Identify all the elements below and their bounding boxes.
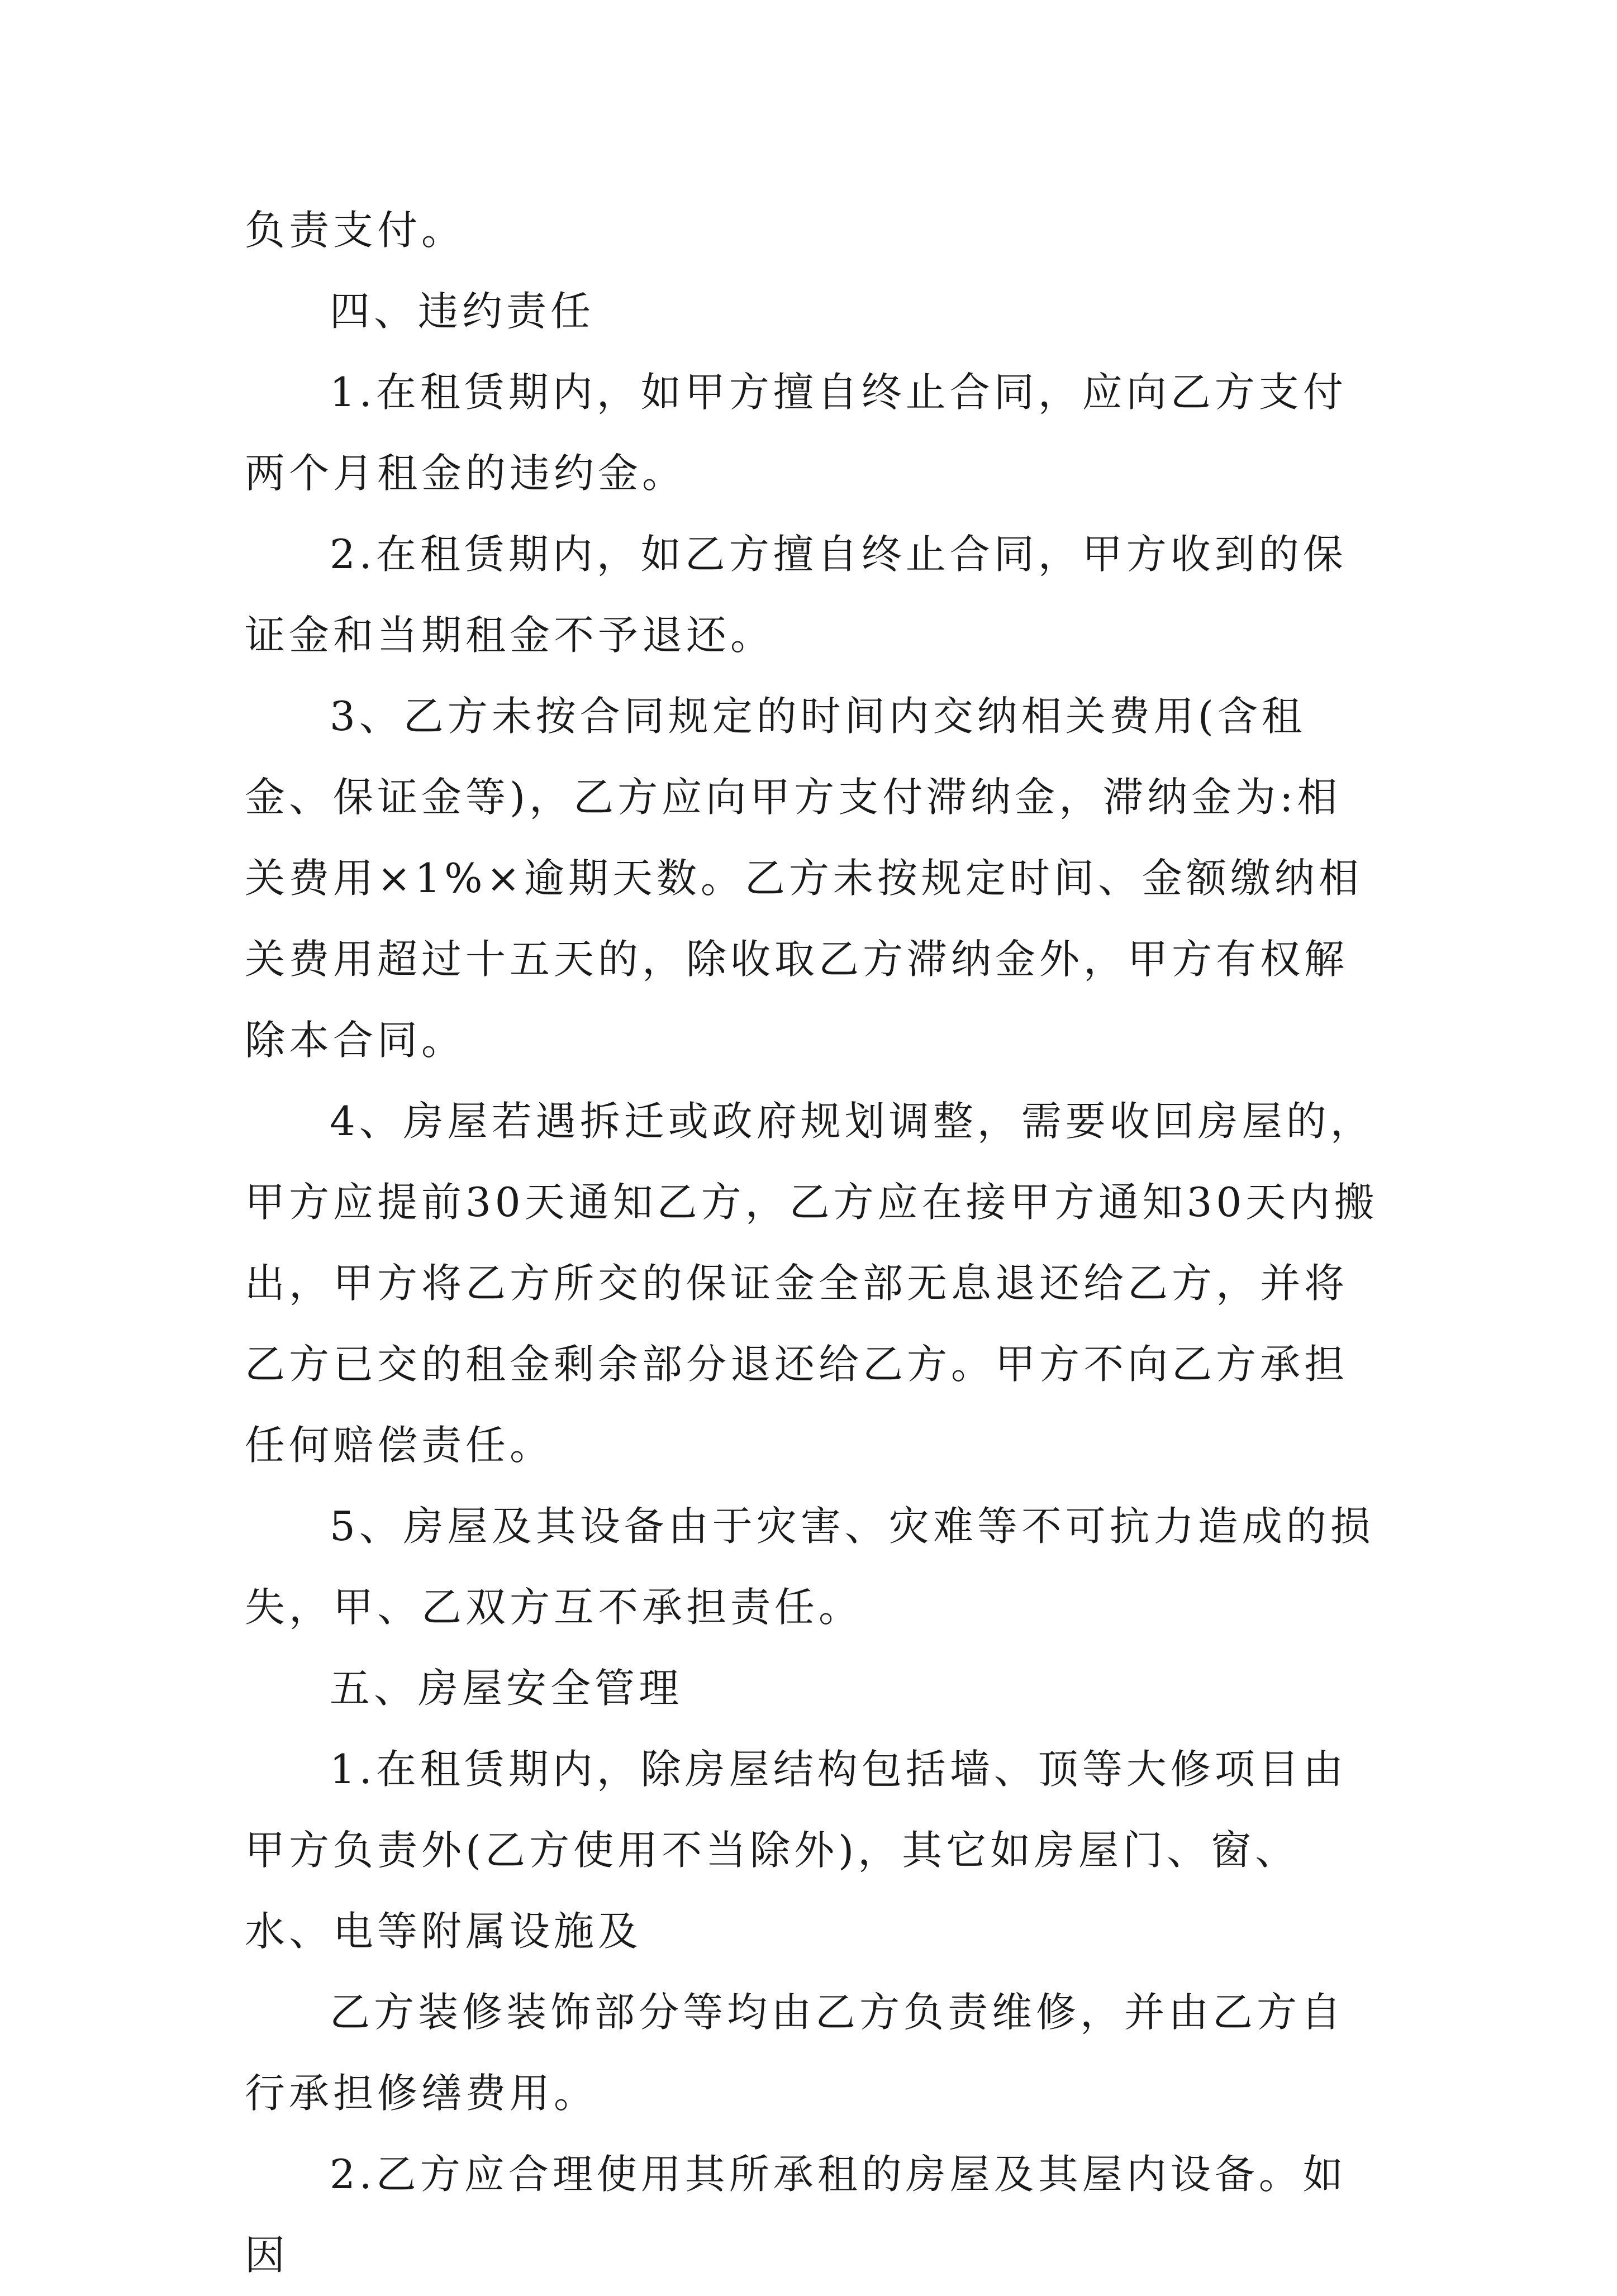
paragraph-safety-2: 2.乙方应合理使用其所承租的房屋及其屋内设备。如因 — [245, 2151, 1347, 2279]
heading-breach-liability: 四、违约责任 — [330, 288, 595, 335]
paragraph-breach-5: 5、房屋及其设备由于灾害、灾难等不可抗力造成的损失，甲、乙双方互不承担责任。 — [245, 1503, 1375, 1631]
document-body — [245, 190, 1385, 2296]
paragraph-payment-end: 负责支付。 — [245, 207, 466, 254]
paragraph-safety-1: 1.在租赁期内，除房屋结构包括墙、顶等大修项目由甲方负责外(乙方使用不当除外)，其它如房屋门、窗、水、电等附属设施及 — [245, 1746, 1347, 1955]
paragraph-breach-4: 4、房屋若遇拆迁或政府规划调整，需要收回房屋的，甲方应提前30天通知乙方，乙方应在接甲方通知30天内搬出，甲方将乙方所交的保证金全部无息退还给乙方，并将乙方已交的租金剩余部分退还给乙方。甲方不向乙方承担任何赔偿责任。 — [245, 1098, 1378, 1469]
paragraph-breach-2: 2.在租赁期内，如乙方擅自终止合同，甲方收到的保证金和当期租金不予退还。 — [245, 531, 1347, 659]
heading-safety-management: 五、房屋安全管理 — [330, 1665, 683, 1712]
paragraph-safety-1-cont: 乙方装修装饰部分等均由乙方负责维修，并由乙方自行承担修缮费用。 — [245, 1989, 1345, 2117]
paragraph-breach-3: 3、乙方未按合同规定的时间内交纳相关费用(含租金、保证金等)，乙方应向甲方支付滞纳金，滞纳金为:相关费用×1%×逾期天数。乙方未按规定时间、金额缴纳相关费用超过十五天的，除收取乙方滞纳金外，甲方有权解除本合同。 — [245, 693, 1363, 1064]
paragraph-breach-1: 1.在租赁期内，如甲方擅自终止合同，应向乙方支付两个月租金的违约金。 — [245, 369, 1347, 497]
